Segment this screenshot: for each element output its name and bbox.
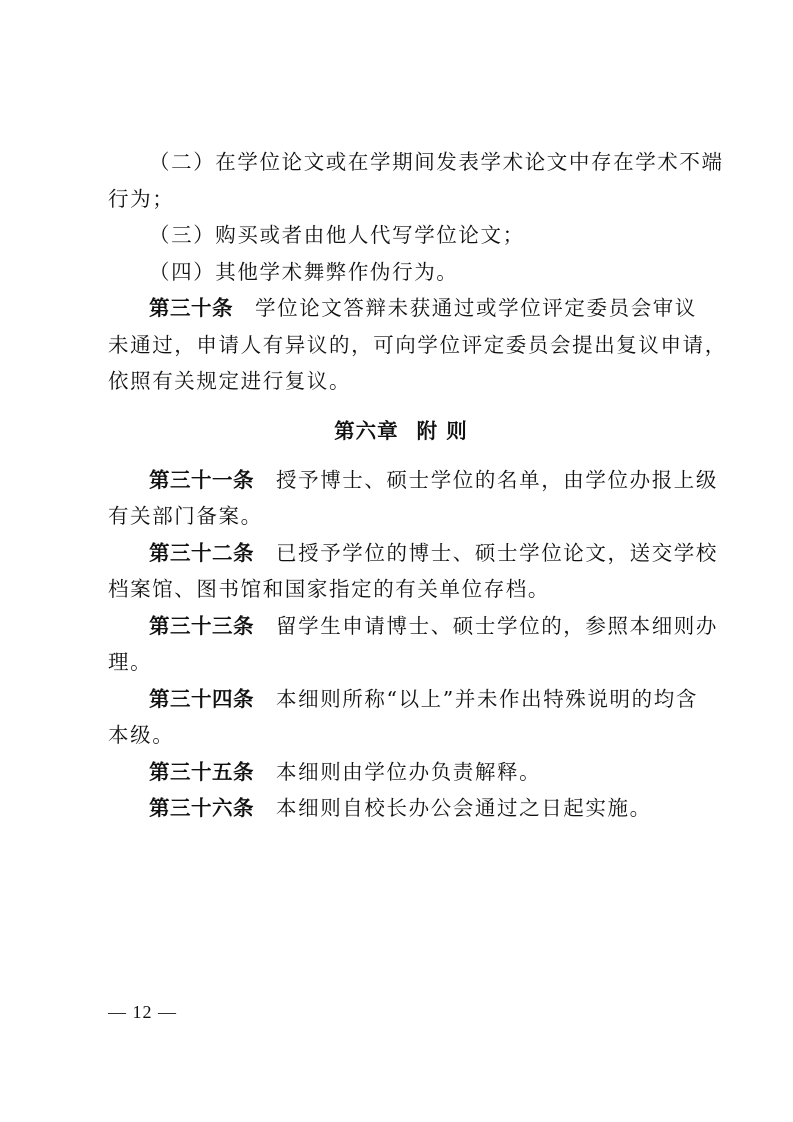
article-label: 第三十四条 bbox=[149, 686, 254, 711]
text-span: 本细则所称“以上”并未作出特殊说明的均含 bbox=[276, 686, 698, 711]
text-line: （三）购买或者由他人代写学位论文； bbox=[149, 223, 525, 247]
article-first-line bbox=[108, 608, 718, 645]
chapter-heading bbox=[108, 404, 694, 458]
text-span: 本细则由学位办负责解释。 bbox=[276, 759, 542, 784]
article-label: 第三十条 bbox=[149, 296, 233, 320]
article bbox=[108, 790, 694, 827]
list-item bbox=[108, 254, 694, 291]
text-line: 行为； bbox=[108, 186, 175, 211]
text-span: 已授予学位的博士、硕士学位论文，送交学校 bbox=[276, 540, 718, 565]
text-line: 未通过，申请人有异议的，可向学位评定委员会提出复议申请， bbox=[108, 332, 727, 357]
text-line: （四）其他学术舞弊作伪行为。 bbox=[149, 259, 459, 284]
list-item bbox=[108, 217, 694, 254]
article-label: 第三十六条 bbox=[149, 796, 254, 820]
list-item bbox=[108, 144, 724, 217]
article-first-line bbox=[108, 790, 694, 827]
document-body bbox=[108, 144, 727, 827]
text-span: 本细则自校长办公会通过之日起实施。 bbox=[276, 796, 652, 820]
text-span: 留学生申请博士、硕士学位的，参照本细则办 bbox=[276, 613, 718, 638]
article-first-line bbox=[108, 754, 694, 791]
article bbox=[108, 462, 718, 535]
article-label: 第三十三条 bbox=[149, 613, 254, 638]
text-span: 学位论文答辩未获通过或学位评定委员会审议 bbox=[255, 296, 697, 320]
article bbox=[108, 290, 727, 400]
text-line: 依照有关规定进行复议。 bbox=[108, 369, 352, 393]
article-first-line bbox=[108, 462, 718, 499]
article bbox=[108, 681, 698, 754]
chapter-title: 附 则 bbox=[416, 418, 468, 443]
article bbox=[108, 535, 718, 608]
text-line: 档案馆、图书馆和国家指定的有关单位存档。 bbox=[108, 577, 550, 601]
article-label: 第三十二条 bbox=[149, 540, 254, 565]
text-line: （二）在学位论文或在学期间发表学术论文中存在学术不端 bbox=[149, 150, 724, 174]
article-label: 第三十五条 bbox=[149, 759, 254, 784]
text-span: 授予博士、硕士学位的名单，由学位办报上级 bbox=[276, 467, 718, 492]
text-line: 本级。 bbox=[108, 723, 175, 747]
text-line: 理。 bbox=[108, 650, 153, 674]
article-first-line bbox=[108, 535, 718, 572]
article-first-line bbox=[108, 290, 697, 327]
article-first-line bbox=[108, 681, 698, 718]
article bbox=[108, 608, 718, 681]
article-label: 第三十一条 bbox=[149, 467, 254, 492]
text-line: 有关部门备案。 bbox=[108, 504, 263, 528]
article bbox=[108, 754, 694, 791]
page-number: — 12 — bbox=[108, 1002, 177, 1022]
chapter-number: 第六章 bbox=[334, 418, 399, 443]
